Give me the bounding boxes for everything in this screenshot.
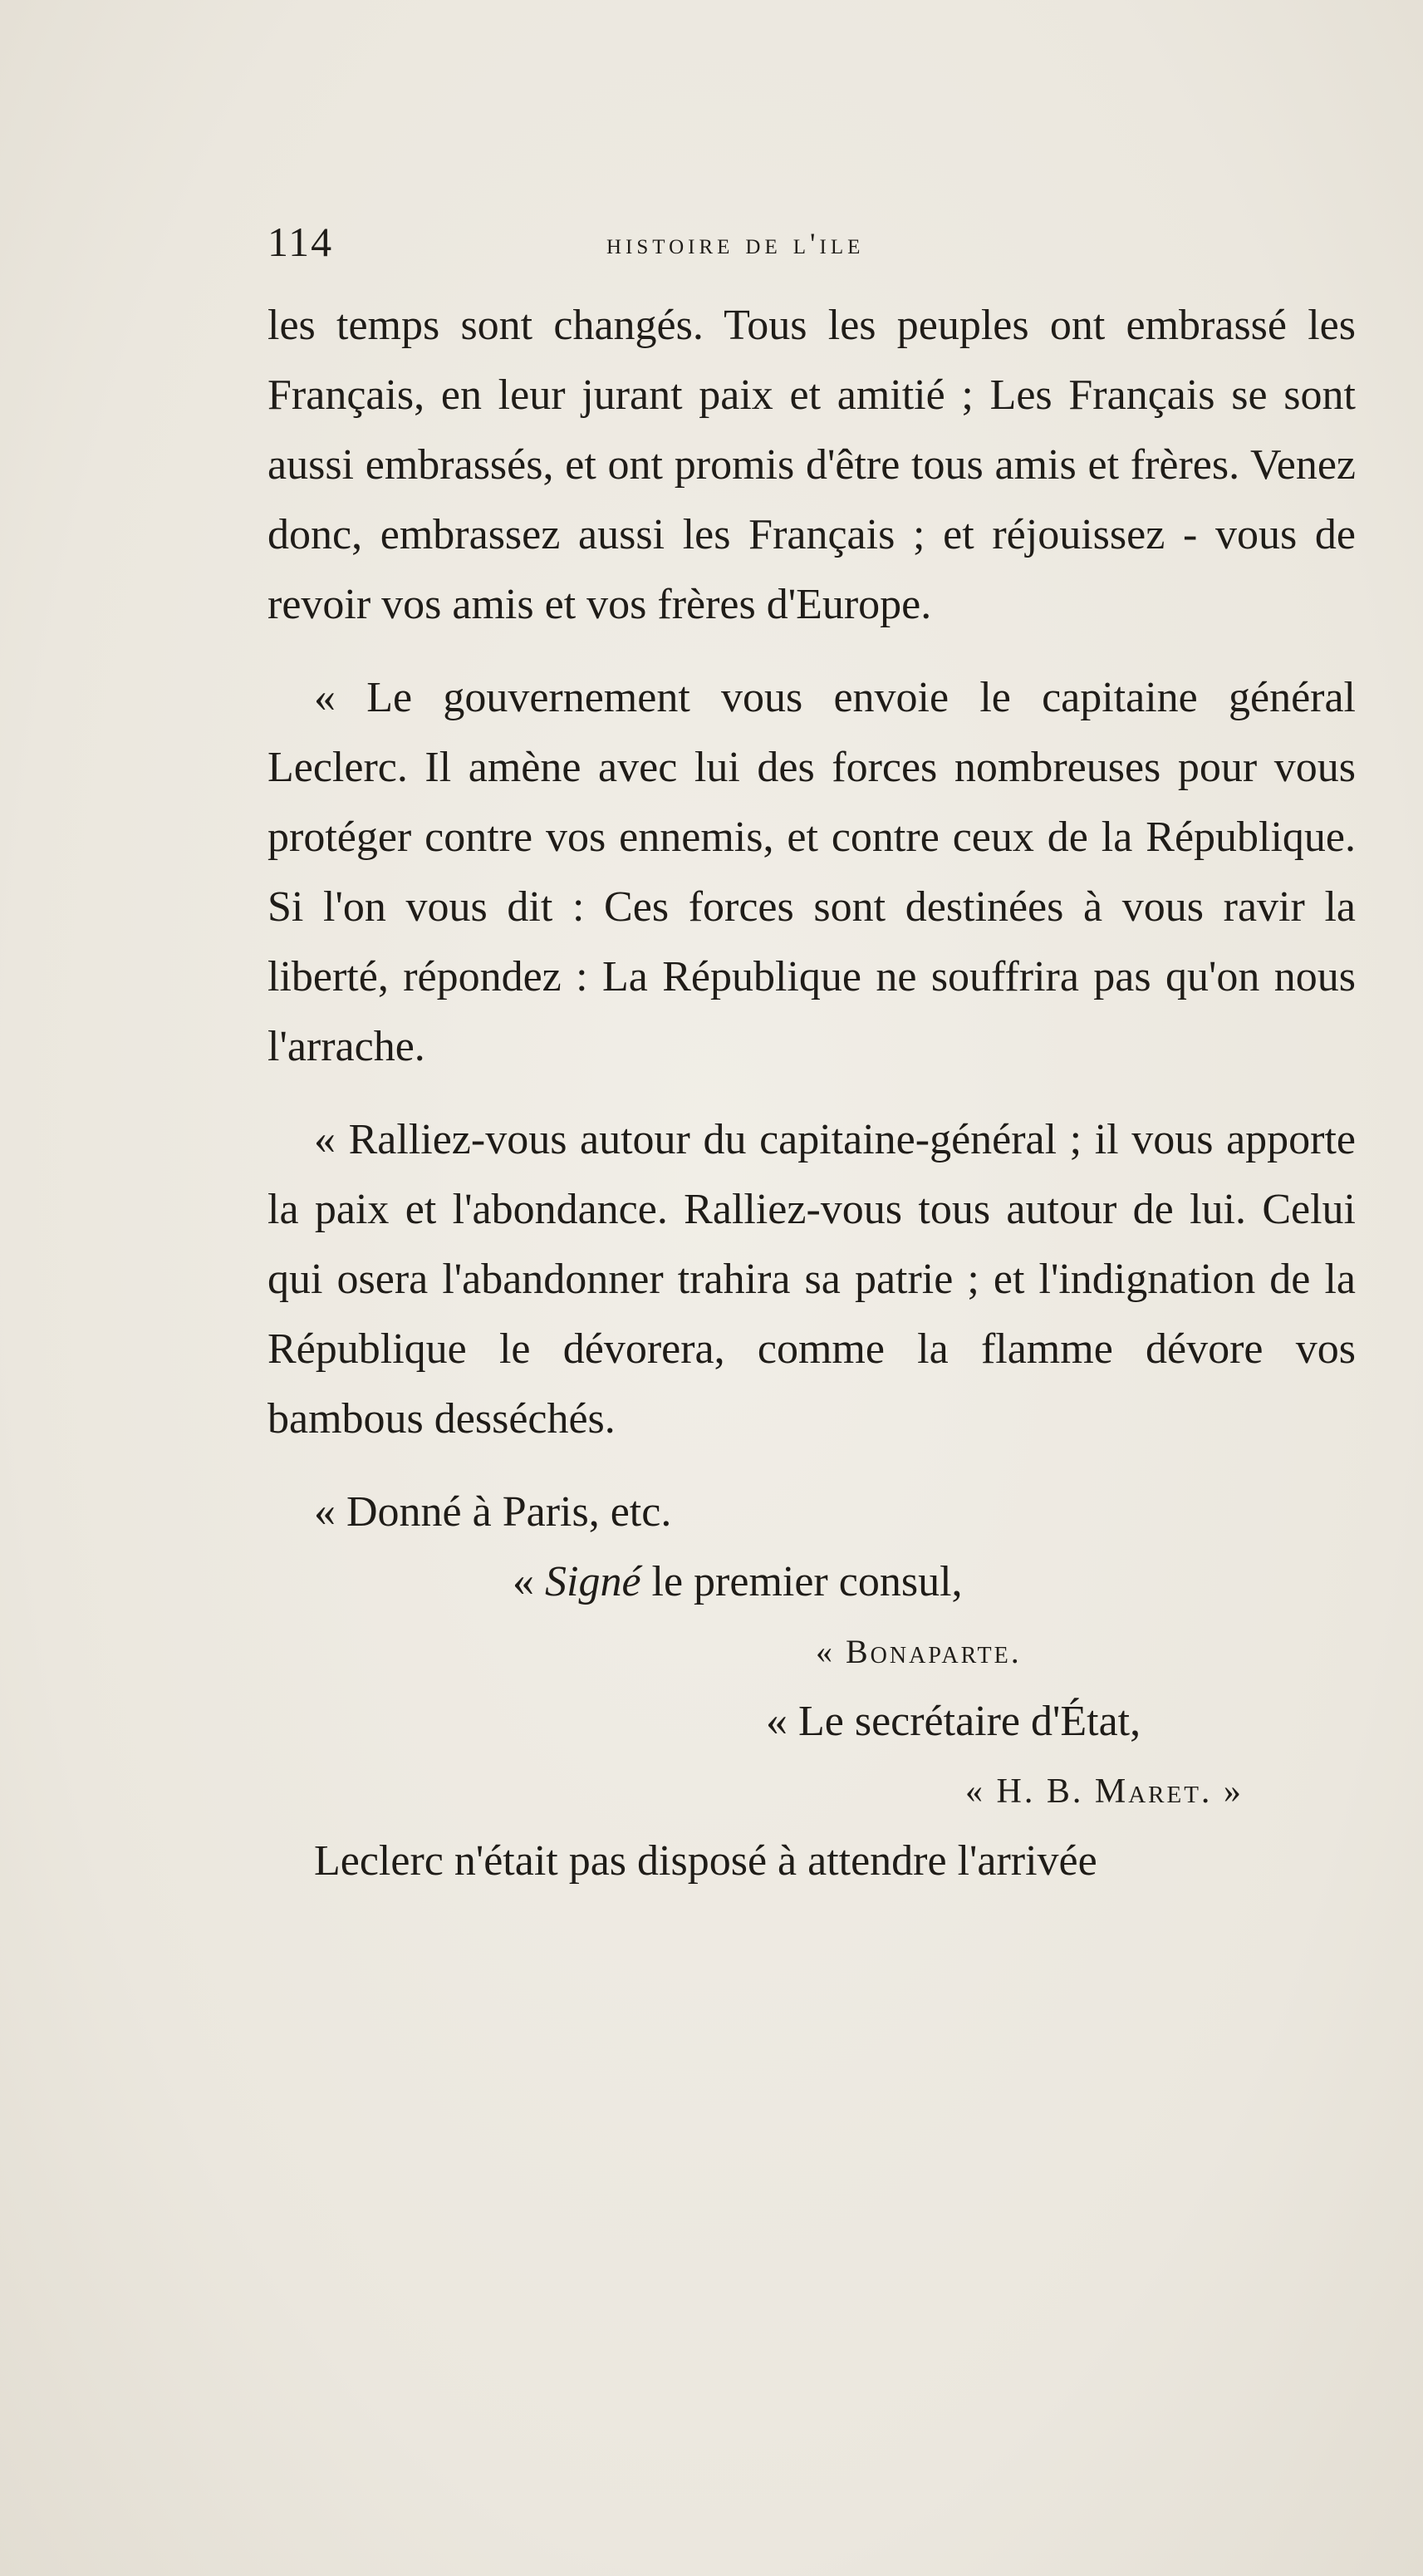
closing-line: Leclerc n'était pas disposé à attendre l'arrivée <box>314 1837 1097 1885</box>
page-number: 114 <box>267 219 334 265</box>
paragraph-4: « Donné à Paris, etc. <box>314 1488 672 1536</box>
signature-maret: « H. B. Maret. » <box>965 1772 1244 1811</box>
signature-signed-italic: Signé <box>545 1558 641 1605</box>
signature-line-1 <box>267 1547 1356 1617</box>
signature-consul: le premier consul, <box>640 1558 963 1605</box>
paragraph-3: « Ralliez-vous autour du capitaine-général ; il vous apporte la paix et l'abondance. Ralliez-vous tous autour de lui. Celui qui osera l'abandonner trahira sa patrie ; et l'indignation de la République le dévorera, comme la flamme dévore vos bambous desséchés. <box>267 1116 1356 1443</box>
signature-bonaparte: « Bonaparte. <box>816 1633 1022 1670</box>
signature-prefix: « <box>513 1558 545 1605</box>
signature-secretary: « Le secrétaire d'État, <box>766 1698 1141 1745</box>
paragraph-1: les temps sont changés. Tous les peuples ont embrassé les Français, en leur jurant paix et amitié ; Les Français se sont aussi embrassés, et ont promis d'être tous amis et frères. Venez donc, embrassez aussi les Français ; et réjouissez - vous de revoir vos amis et vos frères d'Europe. <box>267 302 1356 628</box>
paragraph-2: « Le gouvernement vous envoie le capitaine général Leclerc. Il amène avec lui des forces nombreuses pour vous protéger contre vos ennemis, et contre ceux de la République. Si l'on vous dit : Ces forces sont destinées à vous ravir la liberté, répondez : La République ne souffrira pas qu'on nous l'arrache. <box>267 674 1356 1070</box>
page-header <box>267 218 1356 276</box>
body-text <box>267 291 1356 1896</box>
running-head: histoire de l'ile <box>606 227 865 260</box>
